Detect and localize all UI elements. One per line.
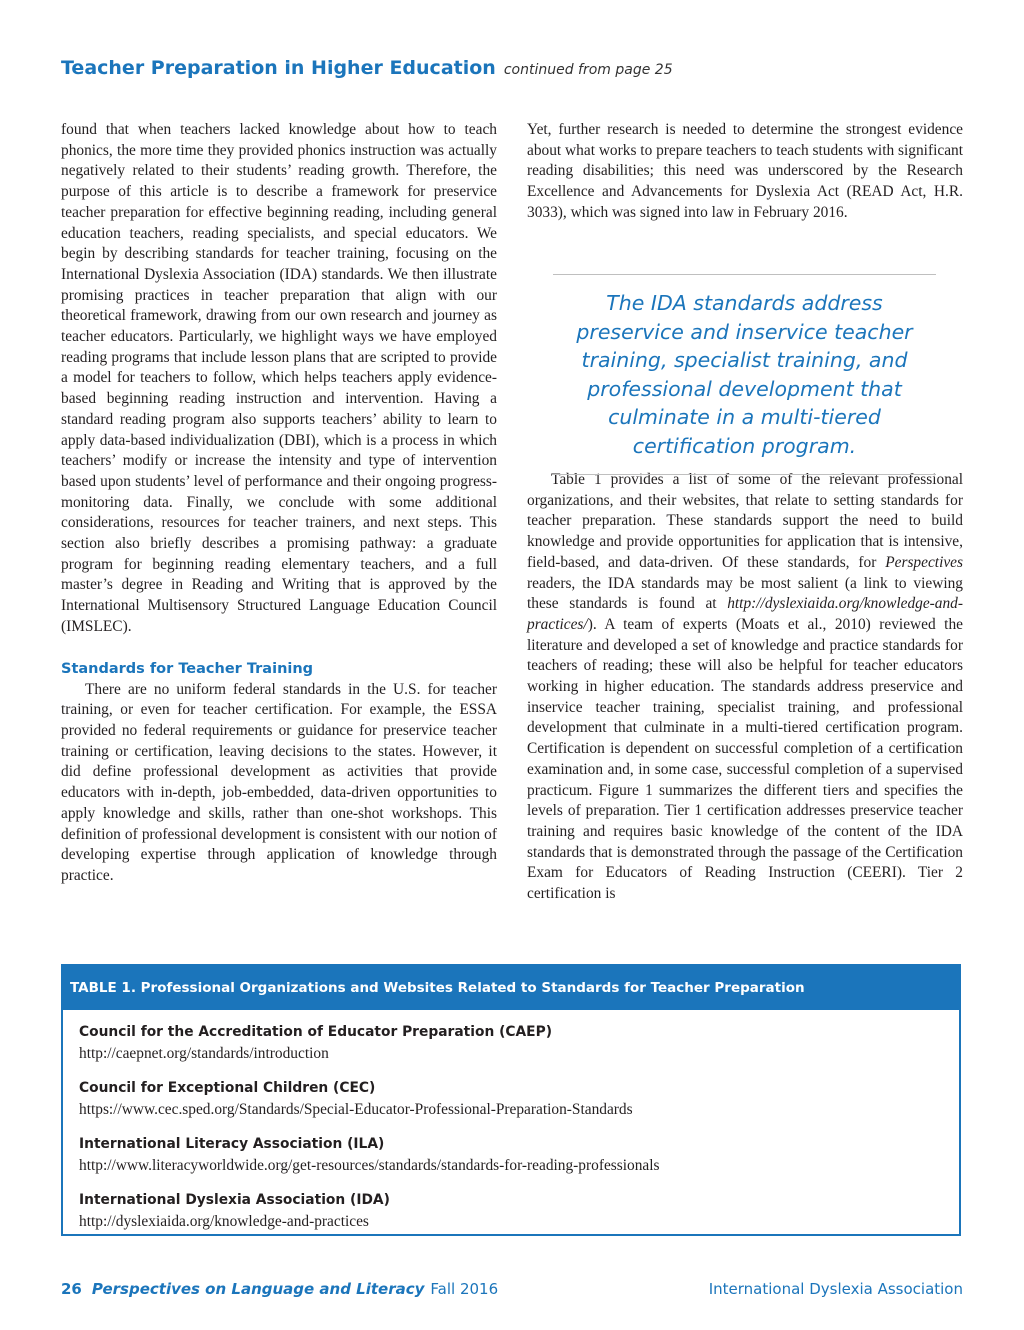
issue-season: Fall 2016 xyxy=(430,1280,499,1298)
journal-name-inline: Perspectives xyxy=(885,553,963,571)
page-header xyxy=(61,57,673,79)
table-title: TABLE 1. Professional Organizations and Websites Related to Standards for Teacher Preparation xyxy=(63,966,959,1010)
running-title: Teacher Preparation in Higher Education xyxy=(61,57,496,79)
left-paragraph-2: There are no uniform federal standards in the U.S. for teacher training, or even for teacher certification. For example, the ESSA provided no federal requirements or guidance for preservice teacher training or certification, leaving decisions to the states. However, it did define professional development as activities that provide educators with in-depth, job-embedded, data-driven opportunities to apply knowledge and skills, rather than one-shot workshops. This definition of professional development is consistent with our notion of developing expertise through application of knowledge through practice. xyxy=(61,680,497,884)
org-name: International Dyslexia Association (IDA) xyxy=(79,1192,390,1208)
pull-quote: The IDA standards address preservice and inservice teacher training, specialist training, and professional development that culminate in a multi-tiered certification program. xyxy=(553,274,936,475)
org-name: International Literacy Association (ILA) xyxy=(79,1136,385,1152)
continued-note: continued from page 25 xyxy=(503,62,673,78)
table-1 xyxy=(61,964,961,1236)
p2-text-a: Table 1 provides a list of some of the relevant professional organizations, and their websites, that relate to setting standards for teacher preparation. These standards support the need to build knowledge and provide opportunities for application that is intensive, field-based, and data-driven. Of these standards, for xyxy=(527,471,963,571)
org-name: Council for the Accreditation of Educator Preparation (CAEP) xyxy=(79,1024,553,1040)
table-row xyxy=(79,1022,959,1064)
org-url[interactable]: https://www.cec.sped.org/Standards/Special-Educator-Professional-Preparation-Standards xyxy=(79,1101,633,1118)
left-paragraph-1: found that when teachers lacked knowledge about how to teach phonics, the more time they provided phonics instruction was actually negatively related to their students’ reading growth. Therefore, the purpose of this article is to describe a framework for preservice teacher preparation for effective beginning reading, including general education teachers, reading specialists, and special educators. We begin by describing standards for teacher training, focusing on the International Dyslexia Association (IDA) standards. We then illustrate promising practices in teacher preparation that align with our theoretical framework, drawing from our own research and journey as teacher educators. Particularly, we highlight ways we have employed reading programs that include lesson plans that are scripted to provide a model for teachers to follow, which helps teachers apply evidence-based beginning reading instruction and intervention. Having a standard reading program also supports teachers’ ability to learn to apply data-based individualization (DBI), which is a process in which teachers’ modify or increase the intensity and type of intervention based upon students’ level of performance and their ongoing progress-monitoring data. Finally, we conclude with some additional considerations, resources for teacher trainers, and next steps. This section also briefly describes a promising pathway: a graduate program for beginning reading elementary teachers, and a full master’s degree in Reading and Writing that is approved by the International Multisensory Structured Language Education Council (IMSLEC). xyxy=(61,121,497,635)
publisher-name: International Dyslexia Association xyxy=(708,1280,963,1298)
page-footer xyxy=(61,1280,963,1298)
org-url[interactable]: http://www.literacyworldwide.org/get-resources/standards/standards-for-reading-professionals xyxy=(79,1157,660,1174)
table-entries xyxy=(63,1010,959,1232)
page-number: 26 xyxy=(61,1280,82,1298)
right-paragraph-2 xyxy=(527,470,963,905)
org-url[interactable]: http://caepnet.org/standards/introduction xyxy=(79,1045,329,1062)
table-row xyxy=(79,1078,959,1120)
table-row xyxy=(79,1134,959,1176)
p2-text-c: ). A team of experts (Moats et al., 2010) reviewed the literature and developed a set of knowledge and practice standards for teachers of reading; these will also be helpful for teacher educators working in higher education. The standards address preservice and inservice teacher training, specialist training, and professional development that culminate in a multi-tiered certification program. Certification is dependent on successful completion of a certification examination and, in some case, successful completion of a supervised practicum. Figure 1 summarizes the different tiers and specifies the levels of preparation. Tier 1 certification addresses preservice teacher training and requires basic knowledge of the content of the IDA standards that is demonstrated through the passage of the Certification Exam for Educators of Reading Instruction (CEERI). Tier 2 certification is xyxy=(527,615,963,903)
ida-standards-link[interactable]: http://dyslexiaida.org/knowledge-and-practices/ xyxy=(527,595,963,633)
right-paragraph-1: Yet, further research is needed to determine the strongest evidence about what works to prepare teachers to teach students with significant reading disabilities; this need was underscored by the Research Excellence and Advancements for Dyslexia Act (READ Act, H.R. 3033), which was signed into law in February 2016. xyxy=(527,121,963,221)
org-url[interactable]: http://dyslexiaida.org/knowledge-and-practices xyxy=(79,1213,369,1230)
p2-text-b: readers, the IDA standards may be most salient (a link to viewing these standards is found at xyxy=(527,574,963,613)
section-heading: Standards for Teacher Training xyxy=(61,660,314,677)
left-column xyxy=(61,120,497,887)
table-row xyxy=(79,1190,959,1232)
journal-title: Perspectives on Language and Literacy xyxy=(91,1280,425,1298)
org-name: Council for Exceptional Children (CEC) xyxy=(79,1080,376,1096)
